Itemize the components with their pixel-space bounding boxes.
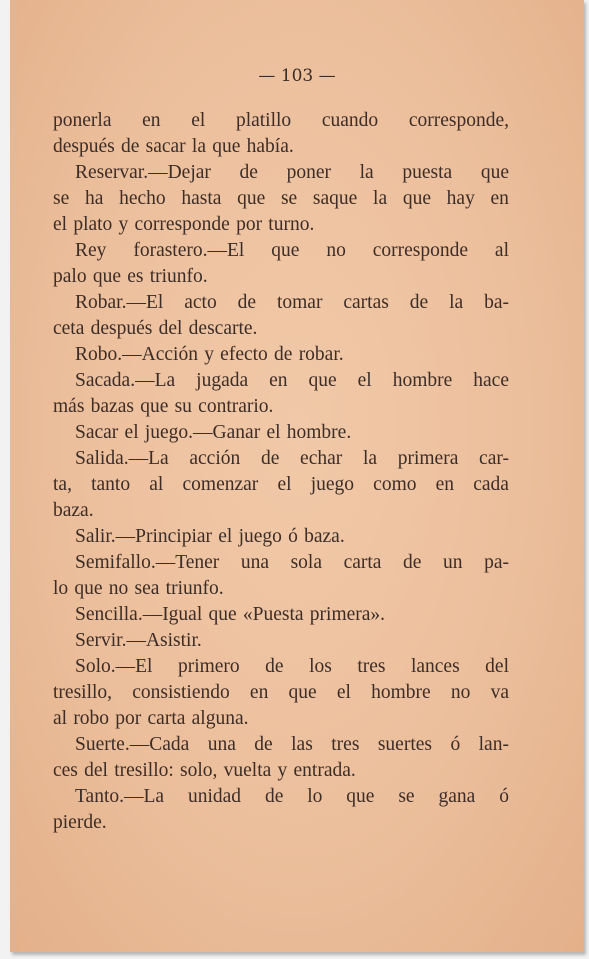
word: Rey (75, 240, 107, 261)
text-line (53, 602, 509, 628)
word: la (362, 448, 378, 469)
word: lances (410, 656, 460, 677)
word: cartas (343, 292, 389, 313)
word: en (269, 370, 288, 391)
word: saque (312, 188, 358, 209)
word: hombre (371, 682, 431, 703)
word: no (450, 682, 471, 703)
word: de (239, 162, 258, 183)
word: ceta (53, 318, 85, 339)
word: de (409, 292, 429, 313)
word: que (308, 370, 337, 391)
word: la (191, 136, 206, 157)
word: ó (288, 526, 298, 547)
word: del (84, 760, 108, 781)
word: una (207, 734, 236, 755)
word: no (326, 240, 346, 261)
word: que (346, 786, 375, 807)
word: corresponde (134, 214, 230, 235)
word: juego (238, 526, 282, 547)
word: hombre (392, 370, 453, 391)
word: de (403, 552, 422, 573)
word: vuelta (223, 760, 272, 781)
word: Sencilla.—Igual (75, 604, 203, 625)
text-line (53, 784, 509, 810)
word: después (53, 136, 115, 157)
word: Robar.—El (75, 292, 164, 313)
word: y (204, 344, 214, 365)
word: al (149, 474, 164, 495)
word: ha (84, 188, 104, 209)
word: ces (53, 760, 78, 781)
word: al (53, 708, 68, 729)
word: robar. (298, 344, 344, 365)
word: de (120, 136, 140, 157)
word: después (90, 318, 153, 339)
text-line (53, 368, 509, 394)
word: de (274, 344, 293, 365)
word: por (236, 214, 263, 235)
word: corresponde (372, 240, 469, 261)
word: se (280, 188, 298, 209)
word: hasta (181, 188, 222, 209)
word: que (140, 396, 169, 417)
word: hay (446, 188, 475, 209)
text-line (53, 160, 509, 186)
word: «Puesta (242, 604, 304, 625)
word: Robo.—Acción (75, 344, 198, 365)
word: sola (290, 552, 323, 573)
word: ó (450, 734, 461, 755)
word: y (118, 214, 129, 235)
word: juego (310, 474, 355, 495)
text-line (53, 524, 509, 550)
word: del (485, 656, 509, 677)
text-line (53, 420, 509, 446)
text-line (53, 212, 509, 238)
word: lo (53, 578, 69, 599)
word: baza. (304, 526, 345, 547)
word: que (288, 682, 317, 703)
word: primero (177, 656, 240, 677)
word: el (336, 682, 351, 703)
text-line (53, 446, 509, 472)
word: unidad (187, 786, 242, 807)
word: primera». (309, 604, 386, 625)
word: el (277, 474, 292, 495)
text-line (53, 550, 509, 576)
word: cada (473, 474, 509, 495)
text-line (53, 134, 509, 160)
word: turno. (268, 214, 315, 235)
word: al (494, 240, 509, 261)
text-line (53, 264, 509, 290)
word: platillo (235, 110, 292, 131)
word: consistiendo (132, 682, 230, 703)
word: tres (357, 656, 386, 677)
word: tanto (91, 474, 131, 495)
word: contrario. (198, 396, 274, 417)
word: plato (73, 214, 113, 235)
word: su (174, 396, 192, 417)
text-line (53, 654, 509, 680)
word: tresillo, (53, 682, 113, 703)
word: no (108, 578, 129, 599)
text-line (53, 186, 509, 212)
word: cuando (321, 110, 379, 131)
word: de (260, 448, 280, 469)
word: primera (397, 448, 459, 469)
text-line (53, 472, 509, 498)
word: se (398, 786, 415, 807)
word: alguna. (191, 708, 249, 729)
word: palo (53, 266, 87, 287)
text-line (53, 680, 509, 706)
word: acción (189, 448, 241, 469)
word: que (237, 188, 266, 209)
word: pierde. (53, 812, 107, 833)
word: ponerla (53, 110, 112, 131)
word: y (277, 760, 288, 781)
word: como (373, 474, 417, 495)
word: el (357, 370, 372, 391)
word: de (264, 786, 284, 807)
word: había. (246, 136, 294, 157)
text-line (53, 706, 509, 732)
word: es (127, 266, 144, 287)
word: echar (300, 448, 343, 469)
word: la (359, 162, 374, 183)
word: que (480, 162, 509, 183)
word: carta (343, 552, 382, 573)
word: más (53, 396, 85, 417)
word: en (249, 682, 269, 703)
word: Sacada.—La (75, 370, 176, 391)
word: sea (134, 578, 160, 599)
word: Solo.—El (75, 656, 153, 677)
word: del (158, 318, 183, 339)
word: efecto (220, 344, 268, 365)
word: baza. (53, 500, 94, 521)
text-line (53, 576, 509, 602)
text-line (53, 394, 509, 420)
word: Salir.—Principiar (75, 526, 213, 547)
word: solo, (180, 760, 218, 781)
word: pa- (484, 552, 509, 573)
word: que (92, 266, 121, 287)
word: tresillo: (114, 760, 174, 781)
word: sacar (145, 136, 186, 157)
word: la (449, 292, 464, 313)
word: los (309, 656, 332, 677)
text-line (53, 108, 509, 134)
word: robo (73, 708, 110, 729)
word: juego.—Ganar (144, 422, 261, 443)
word: Suerte.—Cada (75, 734, 190, 755)
word: en (490, 188, 509, 209)
word: carta (147, 708, 186, 729)
word: entrada. (293, 760, 356, 781)
word: lo (307, 786, 323, 807)
word: el (124, 422, 139, 443)
word: se (53, 188, 70, 209)
word: que (74, 578, 103, 599)
word: Tanto.—La (75, 786, 165, 807)
word: tomar (276, 292, 323, 313)
word: descarte. (188, 318, 258, 339)
word: triunfo. (149, 266, 208, 287)
word: el (266, 422, 281, 443)
word: suertes (377, 734, 432, 755)
word: poner (286, 162, 331, 183)
text-line (53, 498, 509, 524)
word: hecho (119, 188, 166, 209)
word: hace (473, 370, 509, 391)
word: acto (184, 292, 217, 313)
word: ó (499, 786, 509, 807)
word: bazas (90, 396, 134, 417)
page-number: — 103 — (258, 66, 336, 86)
word: corresponde, (408, 110, 509, 131)
word: gana (438, 786, 476, 807)
text-line (53, 810, 509, 836)
word: Salida.—La (75, 448, 169, 469)
word: el (53, 214, 68, 235)
text-line (53, 758, 509, 784)
word: comenzar (182, 474, 259, 495)
word: lan- (478, 734, 509, 755)
word: ta, (53, 474, 72, 495)
word: el (218, 526, 233, 547)
book-page (10, 0, 584, 952)
word: por (115, 708, 142, 729)
word: va (490, 682, 509, 703)
word: jugada (196, 370, 249, 391)
word: tres (331, 734, 360, 755)
text-line (53, 342, 509, 368)
word: un (443, 552, 463, 573)
text-line (53, 238, 509, 264)
word: hombre. (286, 422, 352, 443)
word: puesta (402, 162, 453, 183)
word: ba- (484, 292, 509, 313)
text-line (53, 290, 509, 316)
word: que (208, 604, 237, 625)
word: que (212, 136, 241, 157)
word: Servir.—Asistir. (75, 630, 202, 651)
word: Semifallo.—Tener (75, 552, 220, 573)
text-line (53, 628, 509, 654)
word: car- (479, 448, 509, 469)
word: las (291, 734, 313, 755)
word: que (271, 240, 300, 261)
word: la (373, 188, 388, 209)
word: que (402, 188, 431, 209)
text-line (53, 732, 509, 758)
word: en (435, 474, 455, 495)
text-line (53, 316, 509, 342)
word: triunfo. (165, 578, 224, 599)
word: el (191, 110, 206, 131)
word: de (265, 656, 284, 677)
word: forastero.—El (133, 240, 245, 261)
word: de (237, 292, 257, 313)
word: de (254, 734, 273, 755)
glossary-text (53, 108, 509, 836)
word: en (142, 110, 161, 131)
word: Reservar.—Dejar (75, 162, 211, 183)
word: una (240, 552, 270, 573)
word: Sacar (75, 422, 119, 443)
